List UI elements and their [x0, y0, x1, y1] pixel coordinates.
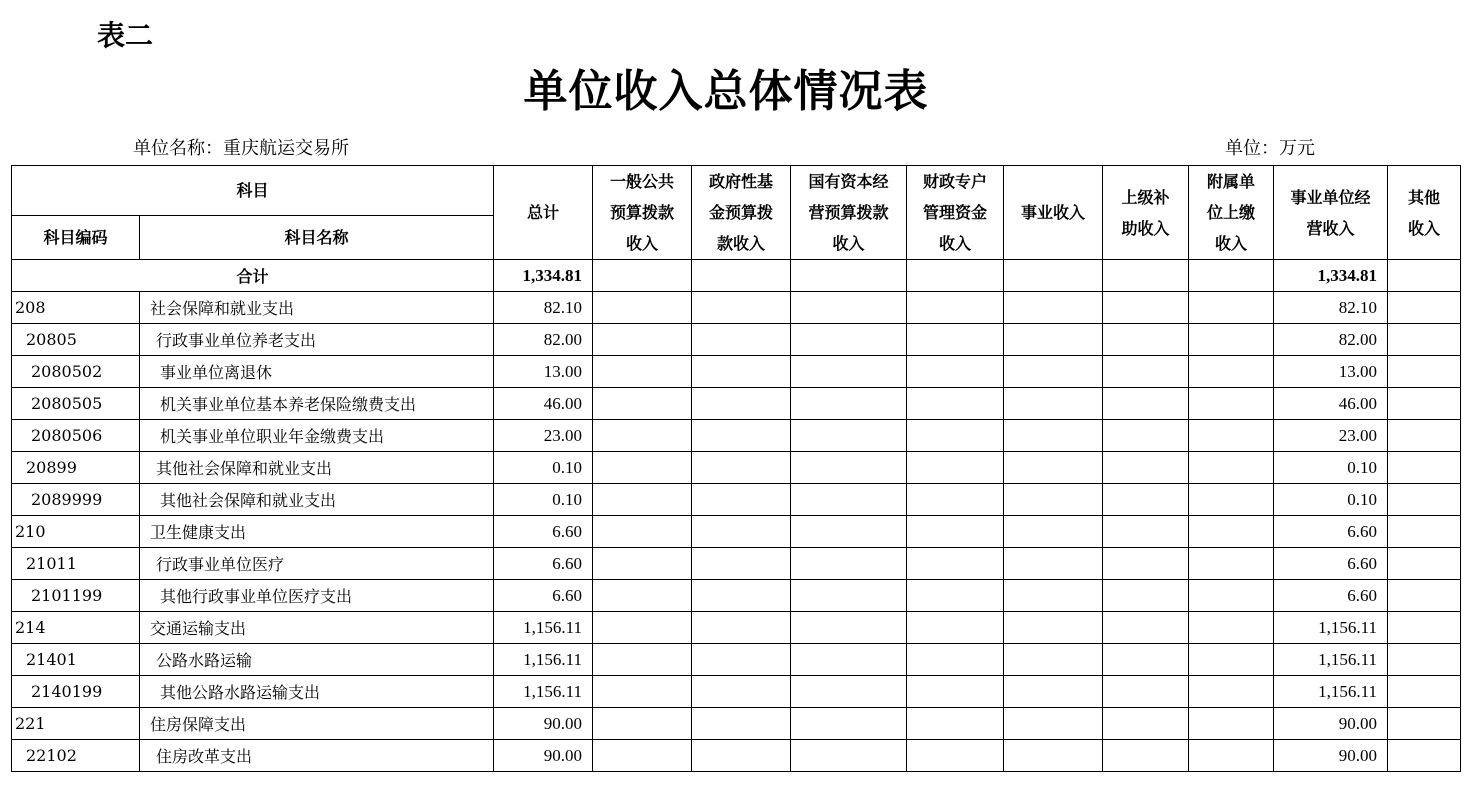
row-total: 1,156.11 — [494, 644, 593, 676]
row-code: 221 — [12, 708, 140, 740]
row-total: 0.10 — [494, 452, 593, 484]
unit-name-label: 单位名称：重庆航运交易所 — [133, 138, 349, 159]
empty-cell — [1103, 676, 1189, 708]
row-operating: 0.10 — [1274, 452, 1388, 484]
summary-label: 合计 — [12, 260, 494, 292]
empty-cell — [1004, 356, 1103, 388]
empty-cell — [593, 516, 692, 548]
empty-cell — [1103, 324, 1189, 356]
header-name: 科目名称 — [140, 216, 494, 260]
empty-cell — [692, 452, 791, 484]
row-operating: 90.00 — [1274, 740, 1388, 772]
row-total: 13.00 — [494, 356, 593, 388]
empty-cell — [1004, 420, 1103, 452]
empty-cell — [907, 388, 1004, 420]
income-table — [11, 165, 1461, 772]
empty-cell — [907, 420, 1004, 452]
empty-cell — [1189, 356, 1274, 388]
empty-cell — [1103, 740, 1189, 772]
empty-cell — [791, 676, 907, 708]
row-name: 交通运输支出 — [140, 612, 494, 644]
row-total: 23.00 — [494, 420, 593, 452]
row-code: 20805 — [12, 324, 140, 356]
empty-cell — [692, 708, 791, 740]
empty-cell — [593, 676, 692, 708]
empty-cell — [1189, 420, 1274, 452]
empty-cell — [1004, 516, 1103, 548]
empty-cell — [907, 548, 1004, 580]
table-row — [12, 484, 1461, 516]
row-code: 2101199 — [12, 580, 140, 612]
empty-cell — [1388, 388, 1461, 420]
empty-cell — [692, 612, 791, 644]
empty-cell — [1103, 516, 1189, 548]
empty-cell — [791, 484, 907, 516]
empty-cell — [907, 324, 1004, 356]
empty-cell — [907, 676, 1004, 708]
header-special-account: 财政专户 管理资金 收入 — [907, 166, 1004, 260]
empty-cell — [1103, 292, 1189, 324]
empty-cell — [791, 356, 907, 388]
empty-cell — [907, 292, 1004, 324]
summary-row — [12, 260, 1461, 292]
row-total: 6.60 — [494, 548, 593, 580]
empty-cell — [692, 292, 791, 324]
empty-cell — [1189, 388, 1274, 420]
empty-cell — [1004, 708, 1103, 740]
summary-operating: 1,334.81 — [1274, 260, 1388, 292]
empty-cell — [1189, 740, 1274, 772]
table-row — [12, 740, 1461, 772]
empty-cell — [1388, 420, 1461, 452]
summary-total: 1,334.81 — [494, 260, 593, 292]
empty-cell — [1189, 612, 1274, 644]
empty-cell — [791, 260, 907, 292]
empty-cell — [791, 580, 907, 612]
empty-cell — [1103, 452, 1189, 484]
row-name: 行政事业单位医疗 — [140, 548, 494, 580]
empty-cell — [1004, 388, 1103, 420]
empty-cell — [1103, 484, 1189, 516]
header-general-budget: 一般公共 预算拨款 收入 — [593, 166, 692, 260]
row-code: 2080502 — [12, 356, 140, 388]
row-total: 6.60 — [494, 516, 593, 548]
empty-cell — [692, 484, 791, 516]
empty-cell — [1004, 676, 1103, 708]
empty-cell — [593, 324, 692, 356]
empty-cell — [1103, 580, 1189, 612]
empty-cell — [1103, 388, 1189, 420]
empty-cell — [593, 548, 692, 580]
row-operating: 6.60 — [1274, 548, 1388, 580]
table-row — [12, 612, 1461, 644]
empty-cell — [907, 484, 1004, 516]
table-row — [12, 420, 1461, 452]
row-name: 其他行政事业单位医疗支出 — [140, 580, 494, 612]
row-total: 1,156.11 — [494, 676, 593, 708]
row-name: 卫生健康支出 — [140, 516, 494, 548]
row-operating: 90.00 — [1274, 708, 1388, 740]
empty-cell — [791, 388, 907, 420]
empty-cell — [1004, 644, 1103, 676]
row-name: 社会保障和就业支出 — [140, 292, 494, 324]
header-operating-income: 事业单位经 营收入 — [1274, 166, 1388, 260]
empty-cell — [791, 708, 907, 740]
empty-cell — [593, 612, 692, 644]
empty-cell — [1004, 580, 1103, 612]
empty-cell — [692, 676, 791, 708]
empty-cell — [1189, 676, 1274, 708]
empty-cell — [1189, 548, 1274, 580]
row-name: 其他社会保障和就业支出 — [140, 484, 494, 516]
empty-cell — [1189, 580, 1274, 612]
empty-cell — [1004, 260, 1103, 292]
empty-cell — [791, 452, 907, 484]
row-total: 90.00 — [494, 740, 593, 772]
empty-cell — [907, 612, 1004, 644]
row-code: 210 — [12, 516, 140, 548]
empty-cell — [1103, 260, 1189, 292]
row-code: 20899 — [12, 452, 140, 484]
empty-cell — [1004, 484, 1103, 516]
empty-cell — [1388, 260, 1461, 292]
page-title: 单位收入总体情况表 — [523, 66, 929, 117]
row-code: 21401 — [12, 644, 140, 676]
row-code: 2140199 — [12, 676, 140, 708]
empty-cell — [692, 420, 791, 452]
row-code: 21011 — [12, 548, 140, 580]
empty-cell — [791, 324, 907, 356]
empty-cell — [692, 548, 791, 580]
empty-cell — [593, 356, 692, 388]
row-operating: 23.00 — [1274, 420, 1388, 452]
row-operating: 1,156.11 — [1274, 644, 1388, 676]
empty-cell — [1004, 612, 1103, 644]
empty-cell — [692, 324, 791, 356]
table-number: 表二 — [97, 19, 154, 52]
table-row — [12, 324, 1461, 356]
empty-cell — [1388, 356, 1461, 388]
row-name: 事业单位离退休 — [140, 356, 494, 388]
empty-cell — [907, 644, 1004, 676]
table-row — [12, 388, 1461, 420]
empty-cell — [593, 420, 692, 452]
row-operating: 1,156.11 — [1274, 676, 1388, 708]
empty-cell — [1388, 324, 1461, 356]
row-operating: 82.10 — [1274, 292, 1388, 324]
empty-cell — [593, 484, 692, 516]
empty-cell — [907, 580, 1004, 612]
empty-cell — [907, 356, 1004, 388]
empty-cell — [791, 612, 907, 644]
header-total: 总计 — [494, 166, 593, 260]
empty-cell — [692, 388, 791, 420]
empty-cell — [1388, 708, 1461, 740]
header-upper-subsidy: 上级补 助收入 — [1103, 166, 1189, 260]
row-name: 公路水路运输 — [140, 644, 494, 676]
row-code: 2080505 — [12, 388, 140, 420]
empty-cell — [692, 644, 791, 676]
empty-cell — [1388, 644, 1461, 676]
row-name: 住房改革支出 — [140, 740, 494, 772]
row-name: 机关事业单位基本养老保险缴费支出 — [140, 388, 494, 420]
row-operating: 0.10 — [1274, 484, 1388, 516]
row-name: 其他社会保障和就业支出 — [140, 452, 494, 484]
row-operating: 46.00 — [1274, 388, 1388, 420]
empty-cell — [791, 548, 907, 580]
empty-cell — [907, 740, 1004, 772]
empty-cell — [593, 740, 692, 772]
empty-cell — [593, 292, 692, 324]
empty-cell — [1189, 644, 1274, 676]
empty-cell — [593, 708, 692, 740]
empty-cell — [1388, 580, 1461, 612]
row-operating: 6.60 — [1274, 580, 1388, 612]
empty-cell — [1189, 516, 1274, 548]
row-name: 其他公路水路运输支出 — [140, 676, 494, 708]
empty-cell — [1004, 548, 1103, 580]
empty-cell — [1189, 452, 1274, 484]
table-row — [12, 548, 1461, 580]
row-total: 82.10 — [494, 292, 593, 324]
empty-cell — [1388, 292, 1461, 324]
empty-cell — [1388, 484, 1461, 516]
row-operating: 1,156.11 — [1274, 612, 1388, 644]
empty-cell — [1189, 260, 1274, 292]
empty-cell — [1388, 548, 1461, 580]
table-row — [12, 516, 1461, 548]
empty-cell — [593, 644, 692, 676]
row-name: 住房保障支出 — [140, 708, 494, 740]
row-code: 2089999 — [12, 484, 140, 516]
row-operating: 6.60 — [1274, 516, 1388, 548]
row-code: 2080506 — [12, 420, 140, 452]
table-row — [12, 580, 1461, 612]
empty-cell — [1189, 484, 1274, 516]
empty-cell — [791, 292, 907, 324]
empty-cell — [1189, 292, 1274, 324]
table-row — [12, 292, 1461, 324]
row-total: 82.00 — [494, 324, 593, 356]
row-name: 行政事业单位养老支出 — [140, 324, 494, 356]
empty-cell — [593, 388, 692, 420]
empty-cell — [1388, 452, 1461, 484]
empty-cell — [692, 260, 791, 292]
empty-cell — [907, 708, 1004, 740]
empty-cell — [692, 580, 791, 612]
empty-cell — [1004, 452, 1103, 484]
table-row — [12, 356, 1461, 388]
empty-cell — [907, 516, 1004, 548]
empty-cell — [692, 740, 791, 772]
header-other-income: 其他 收入 — [1388, 166, 1461, 260]
empty-cell — [593, 580, 692, 612]
row-operating: 82.00 — [1274, 324, 1388, 356]
header-state-capital: 国有资本经 营预算拨款 收入 — [791, 166, 907, 260]
empty-cell — [1103, 644, 1189, 676]
currency-unit-label: 单位：万元 — [1225, 138, 1315, 159]
table-row — [12, 676, 1461, 708]
empty-cell — [1103, 612, 1189, 644]
row-total: 6.60 — [494, 580, 593, 612]
empty-cell — [1388, 612, 1461, 644]
row-total: 46.00 — [494, 388, 593, 420]
empty-cell — [593, 452, 692, 484]
empty-cell — [1103, 708, 1189, 740]
empty-cell — [791, 644, 907, 676]
row-code: 208 — [12, 292, 140, 324]
header-subject: 科目 — [12, 166, 494, 216]
header-affiliated-remit: 附属单 位上缴 收入 — [1189, 166, 1274, 260]
empty-cell — [1388, 676, 1461, 708]
empty-cell — [1103, 420, 1189, 452]
empty-cell — [791, 420, 907, 452]
empty-cell — [1189, 324, 1274, 356]
empty-cell — [1103, 548, 1189, 580]
row-total: 1,156.11 — [494, 612, 593, 644]
empty-cell — [692, 356, 791, 388]
empty-cell — [791, 740, 907, 772]
empty-cell — [907, 260, 1004, 292]
empty-cell — [1103, 356, 1189, 388]
row-code: 214 — [12, 612, 140, 644]
empty-cell — [1004, 740, 1103, 772]
empty-cell — [1189, 708, 1274, 740]
row-total: 0.10 — [494, 484, 593, 516]
row-code: 22102 — [12, 740, 140, 772]
empty-cell — [1388, 740, 1461, 772]
empty-cell — [1004, 292, 1103, 324]
empty-cell — [692, 516, 791, 548]
header-business-income: 事业收入 — [1004, 166, 1103, 260]
header-gov-fund: 政府性基 金预算拨 款收入 — [692, 166, 791, 260]
row-total: 90.00 — [494, 708, 593, 740]
empty-cell — [791, 516, 907, 548]
empty-cell — [1388, 516, 1461, 548]
header-code: 科目编码 — [12, 216, 140, 260]
empty-cell — [1004, 324, 1103, 356]
empty-cell — [593, 260, 692, 292]
table-row — [12, 644, 1461, 676]
row-operating: 13.00 — [1274, 356, 1388, 388]
row-name: 机关事业单位职业年金缴费支出 — [140, 420, 494, 452]
empty-cell — [907, 452, 1004, 484]
table-row — [12, 708, 1461, 740]
table-row — [12, 452, 1461, 484]
